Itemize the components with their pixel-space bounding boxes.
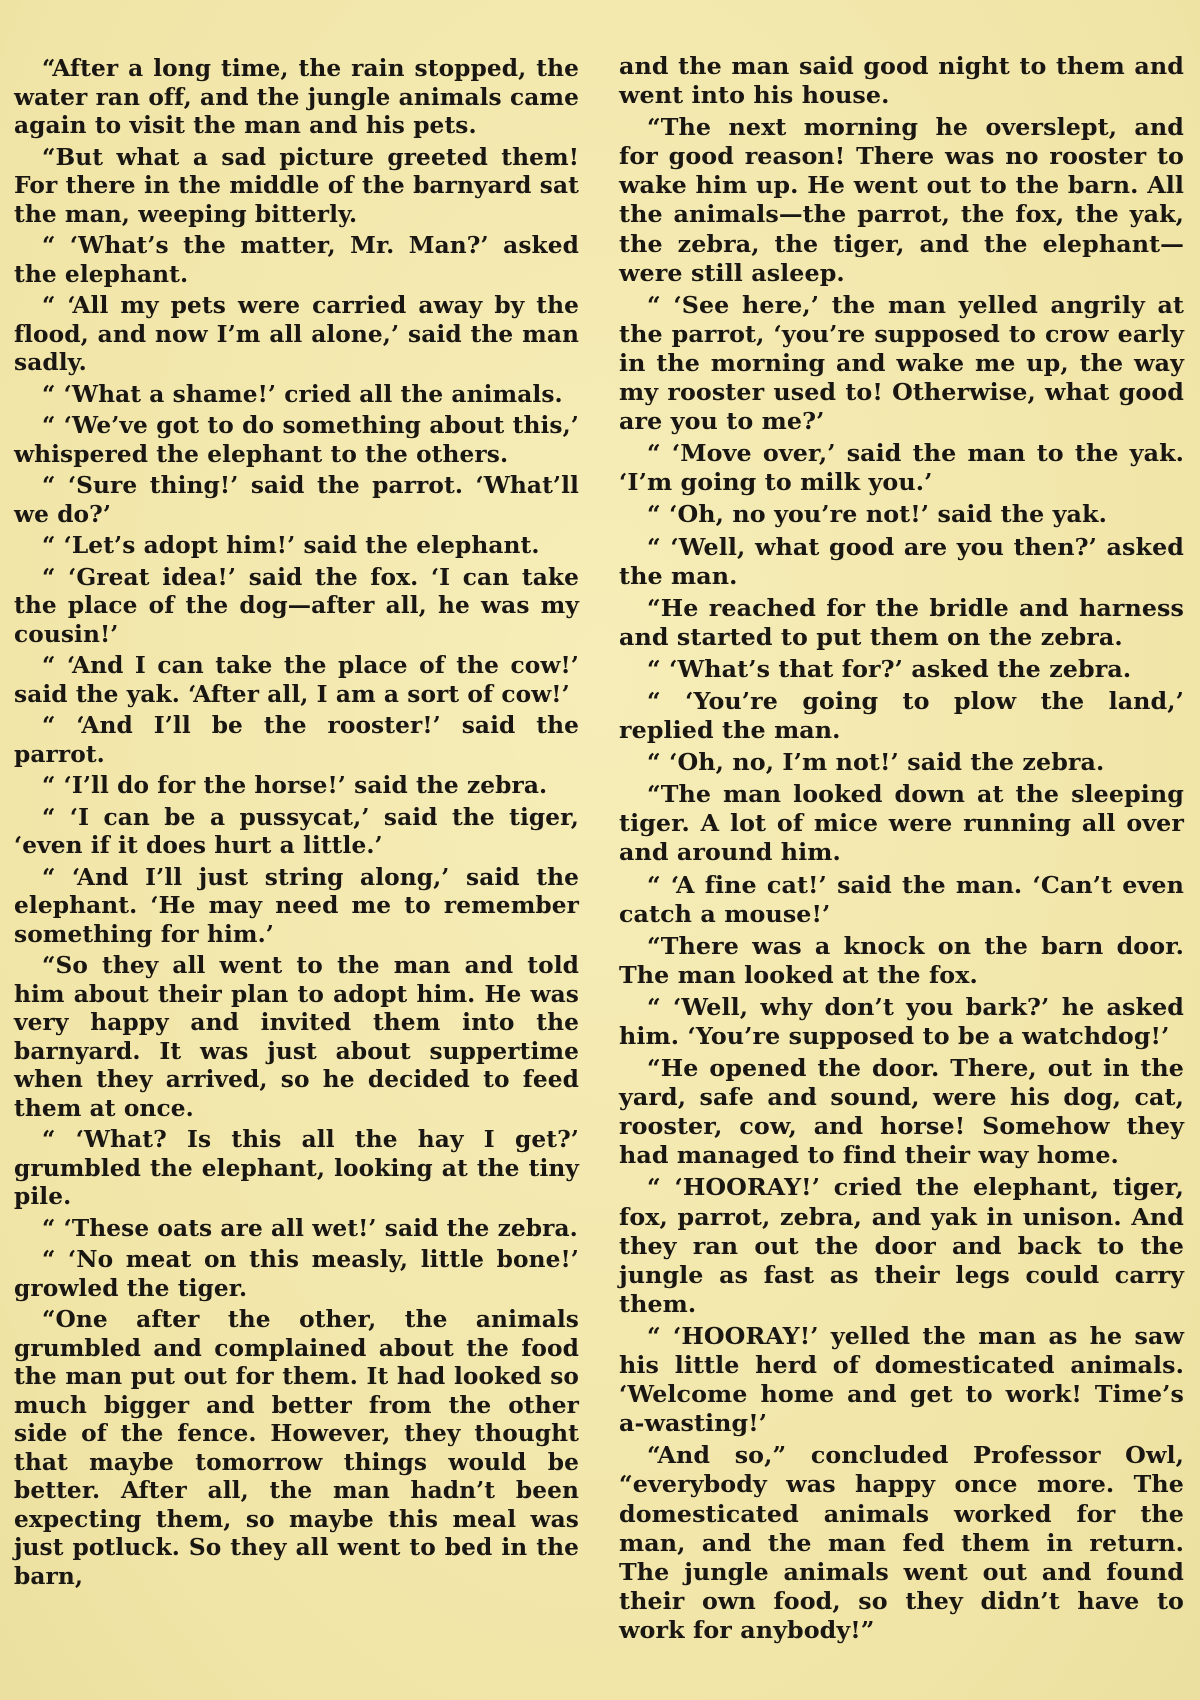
paragraph: “So they all went to the man and told him about their plan to adopt him. He was very happy and invited them into the barnyard. It was just about suppertime when they arrived, so he decided to feed them at once. [14,952,579,1122]
paragraph: “ ‘Let’s adopt him!’ said the elephant. [42,532,540,559]
paragraph: “ ‘What’s that for?’ asked the zebra. [647,654,1132,683]
paragraph: “And so,” concluded Professor Owl, “everybody was happy once more. The domesticated animals worked for the man, and the man fed them in return. The jungle animals went out and found their own food, so they didn’t have to work for anybody!” [619,1441,1184,1644]
paragraph: “ ‘I can be a pussycat,’ said the tiger, ‘even if it does hurt a little.’ [14,803,579,859]
paragraph: “ ‘What’s the matter, Mr. Man?’ asked the elephant. [14,232,579,288]
paragraph: “ ‘Sure thing!’ said the parrot. ‘What’ll we do?’ [14,472,579,528]
paragraph: “He reached for the bridle and harness and started to put them on the zebra. [619,593,1184,651]
left-text-column [14,52,579,1660]
paragraph: “ ‘I’ll do for the horse!’ said the zebra. [42,772,548,799]
paragraph: “ ‘A fine cat!’ said the man. ‘Can’t even catch a mouse!’ [619,870,1184,928]
paragraph: “ ‘Oh, no, I’m not!’ said the zebra. [647,748,1105,777]
paragraph: “ ‘And I can take the place of the cow!’ said the yak. ‘After all, I am a sort of cow!’ [14,652,579,708]
paragraph: “ ‘HOORAY!’ yelled the man as he saw his little herd of domesticated animals. ‘Welcome home and get to work! Time’s a-wasting!’ [619,1321,1184,1438]
paragraph: “ ‘Move over,’ said the man to the yak. ‘I’m going to milk you.’ [619,439,1184,497]
paragraph: “ ‘Oh, no you’re not!’ said the yak. [647,500,1107,529]
paragraph-continuation: and the man said good night to them and went into his house. [619,52,1184,110]
paragraph: “ ‘HOORAY!’ cried the elephant, tiger, fox, parrot, zebra, and yak in unison. And they ran out the door and back to the jungle as fast as their legs could carry them. [619,1173,1184,1318]
paragraph: “ ‘What? Is this all the hay I get?’ grumbled the elephant, looking at the tiny pile. [14,1126,579,1210]
paragraph: “ ‘Well, what good are you then?’ asked the man. [619,532,1184,590]
paragraph: “ ‘We’ve got to do something about this,’ whispered the elephant to the others. [14,412,579,468]
paragraph: “ ‘What a shame!’ cried all the animals. [42,380,563,408]
paragraph: “ ‘Well, why don’t you bark?’ he asked him. ‘You’re supposed to be a watchdog!’ [619,992,1184,1050]
paragraph: “ ‘And I’ll just string along,’ said the elephant. ‘He may need me to remember something for him.’ [14,863,579,948]
paragraph: “After a long time, the rain stopped, the water ran off, and the jungle animals came again to visit the man and his pets. [14,55,579,139]
paragraph: “One after the other, the animals grumbled and complained about the food the man put out for them. It had looked so much bigger and better from the other side of the fence. However, they thought that maybe tomorrow things would be better. After all, the man hadn’t been expecting them, so maybe this meal was just potluck. So they all went to bed in the barn, [14,1306,579,1590]
paragraph: “ ‘Great idea!’ said the fox. ‘I can take the place of the dog—after all, he was my cousin!’ [14,563,579,648]
paragraph: “But what a sad picture greeted them! For there in the middle of the barnyard sat the man, weeping bitterly. [14,143,579,228]
paragraph: “There was a knock on the barn door. The man looked at the fox. [619,931,1184,989]
paragraph: “The man looked down at the sleeping tiger. A lot of mice were running all over and around him. [619,780,1184,867]
paragraph: “ ‘You’re going to plow the land,’ replied the man. [619,686,1184,745]
paragraph: “ ‘See here,’ the man yelled angrily at the parrot, ‘you’re supposed to crow early in the morning and wake me up, the way my rooster used to! Otherwise, what good are you to me?’ [619,290,1184,436]
paragraph: “ ‘All my pets were carried away by the flood, and now I’m all alone,’ said the man sadly. [14,292,579,376]
paragraph: “ ‘And I’ll be the rooster!’ said the parrot. [14,712,579,768]
paragraph: “The next morning he overslept, and for good reason! There was no rooster to wake him up. He went out to the barn. All the animals—the parrot, the fox, the yak, the zebra, the tiger, and the elephant—were still asleep. [619,113,1184,287]
right-text-column [619,52,1184,1660]
paragraph: “He opened the door. There, out in the yard, safe and sound, were his dog, cat, rooster, cow, and horse! Somehow they had managed to find their way home. [619,1054,1184,1170]
paragraph: “ ‘These oats are all wet!’ said the zebra. [42,1214,578,1242]
paragraph: “ ‘No meat on this measly, little bone!’ growled the tiger. [14,1246,579,1302]
